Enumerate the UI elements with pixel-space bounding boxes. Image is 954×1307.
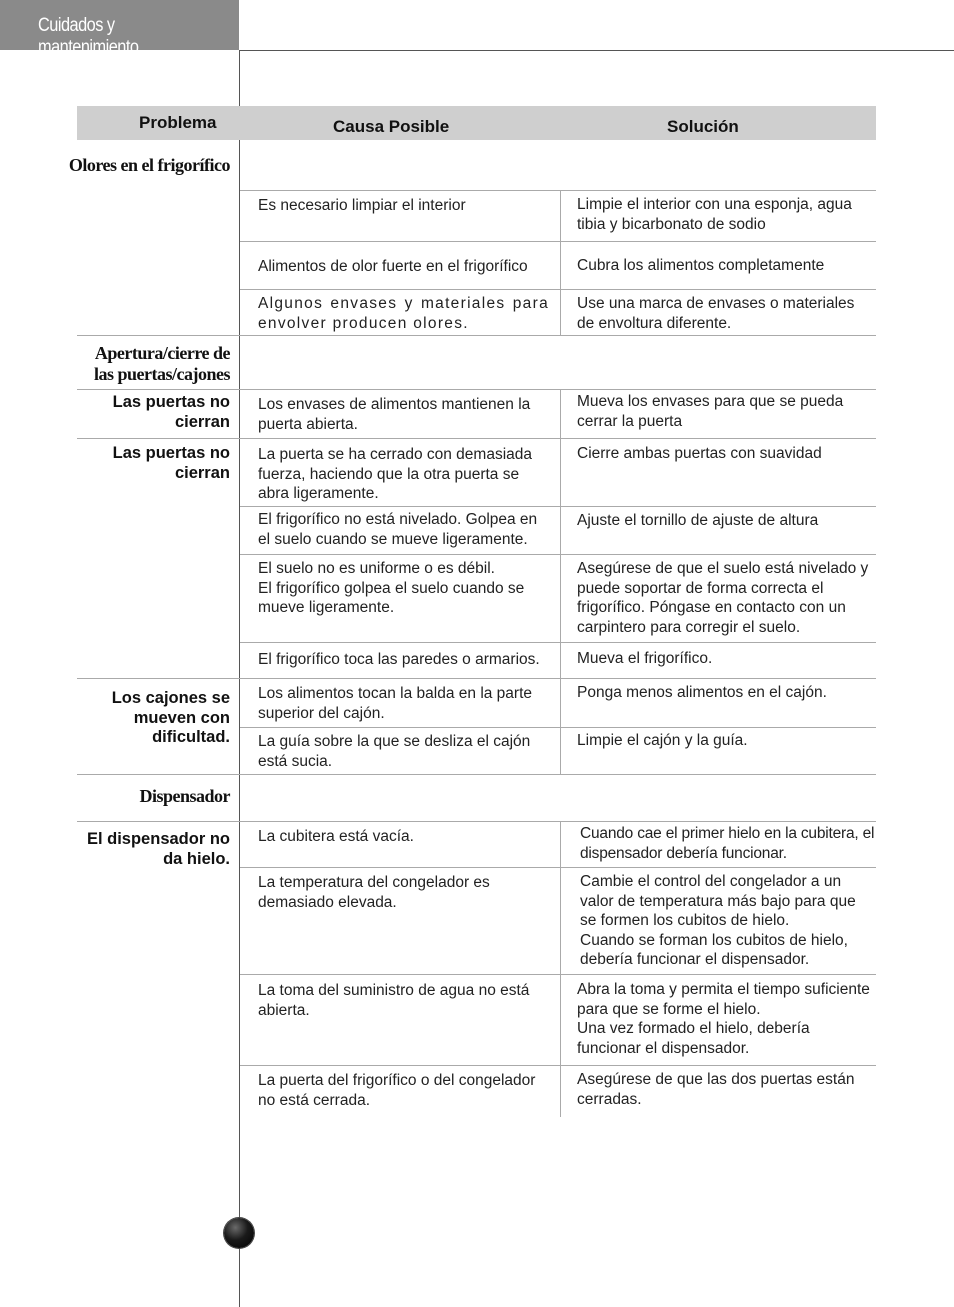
- row-divider: [77, 438, 876, 439]
- solution-cell: Use una marca de envases o materiales de envoltura diferente.: [577, 295, 855, 332]
- solution-cell: Mueva el frigorífico.: [577, 650, 713, 667]
- category-dispenser: Dispensador: [139, 786, 230, 806]
- cause-cell: La temperatura del congelador es demasiado elevada.: [258, 874, 490, 911]
- cause-cell: La cubitera está vacía.: [258, 828, 414, 845]
- solution-cell: Ponga menos alimentos en el cajón.: [577, 684, 827, 701]
- cause-cell: La toma del suministro de agua no está abierta.: [258, 982, 530, 1019]
- problem-doors-1: [113, 393, 230, 432]
- row-divider: [240, 867, 876, 868]
- problem-dispenser-line1: El dispensador no: [86, 830, 230, 848]
- cause-cell: La puerta se ha cerrado con demasiada fuerza, haciendo que la otra puerta se abra ligeramente.: [258, 446, 533, 502]
- solution-cell: Ajuste el tornillo de ajuste de altura: [577, 512, 819, 529]
- cause-line: El frigorífico golpea el suelo cuando se mueve ligeramente.: [258, 579, 525, 616]
- section-divider: [77, 678, 876, 679]
- column-divider: [560, 389, 561, 679]
- row-divider: [77, 821, 876, 822]
- section-title: Cuidados y mantenimiento: [38, 15, 139, 58]
- row-divider: [240, 974, 876, 975]
- row-divider: [240, 727, 876, 728]
- cause-cell: El frigorífico toca las paredes o armarios.: [258, 651, 540, 668]
- problem-doors-2-line1: Las puertas no: [112, 444, 230, 462]
- problem-doors-3-line3: dificultad.: [152, 728, 230, 746]
- row-divider: [240, 241, 876, 242]
- problem-dispenser-line2: da hielo.: [163, 849, 230, 868]
- row-divider: [240, 190, 876, 191]
- problem-doors-2: [113, 444, 230, 483]
- category-doors-line2: las puertas/cajones: [94, 364, 230, 384]
- category-doors-line1: Apertura/cierre de: [94, 343, 230, 363]
- cause-cell: La guía sobre la que se desliza el cajón está sucia.: [258, 733, 531, 770]
- solution-line: Cambie el control del congelador a un valor de temperatura más bajo para que se formen los cubitos de hielo.: [580, 873, 856, 929]
- problem-doors-1-line2: cierran: [174, 412, 230, 431]
- section-divider: [77, 774, 876, 775]
- problem-doors-3-line2: mueven con: [133, 708, 230, 727]
- cause-cell: Los envases de alimentos mantienen la puerta abierta.: [258, 396, 531, 433]
- cause-cell: Algunos envases y materiales para envolver producen olores.: [258, 295, 549, 332]
- column-header-solution: Solución: [667, 117, 739, 136]
- column-divider: [560, 821, 561, 1117]
- row-divider: [240, 289, 876, 290]
- cause-cell: La puerta del frigorífico o del congelador no está cerrada.: [258, 1072, 536, 1109]
- solution-cell: Asegúrese de que las dos puertas están cerradas.: [577, 1071, 855, 1108]
- problem-doors-3-line1: Los cajones se: [111, 689, 230, 707]
- category-odors: Olores en el frigorífico: [68, 155, 230, 175]
- cause-line: El suelo no es uniforme o es débil.: [258, 560, 495, 577]
- section-header-tab: [0, 0, 239, 58]
- solution-cell: Limpie el cajón y la guía.: [577, 732, 748, 749]
- solution-cell: Mueva los envases para que se pueda cerrar la puerta: [577, 393, 844, 430]
- page-marker-ball: [224, 1218, 254, 1248]
- solution-cell: Asegúrese de que el suelo está nivelado y puede soportar de forma correcta el frigorífico. Póngase en contacto con un carpintero para corregir el suelo.: [577, 560, 869, 636]
- problem-dispenser: [87, 830, 230, 869]
- row-divider: [240, 1065, 876, 1066]
- cause-cell: Alimentos de olor fuerte en el frigorífico: [258, 258, 528, 275]
- cause-cell: [258, 559, 553, 618]
- row-divider: [240, 554, 876, 555]
- row-divider: [77, 389, 876, 390]
- solution-cell: Limpie el interior con una esponja, agua tibia y bicarbonato de sodio: [577, 196, 852, 233]
- cause-cell: Los alimentos tocan la balda en la parte superior del cajón.: [258, 685, 533, 722]
- column-divider: [560, 190, 561, 335]
- solution-line: Abra la toma y permita el tiempo suficiente para que se forme el hielo.: [577, 981, 870, 1018]
- row-divider: [240, 506, 876, 507]
- problem-doors-1-line1: Las puertas no: [112, 393, 230, 411]
- solution-line: Una vez formado el hielo, debería funcionar el dispensador.: [577, 1020, 810, 1057]
- solution-line: Cuando se forman los cubitos de hielo, debería funcionar el dispensador.: [580, 931, 848, 968]
- solution-cell: Cubra los alimentos completamente: [577, 257, 825, 274]
- header-rule: [239, 50, 954, 51]
- problem-doors-2-line2: cierran: [174, 463, 230, 482]
- solution-cell: [577, 980, 875, 1058]
- problem-doors-3: [112, 689, 230, 748]
- column-header-cause: Causa Posible: [333, 117, 450, 136]
- solution-cell: Cierre ambas puertas con suavidad: [577, 445, 822, 462]
- column-header-problem: Problema: [139, 113, 217, 132]
- section-divider: [77, 335, 876, 336]
- column-divider: [560, 678, 561, 774]
- cause-cell: Es necesario limpiar el interior: [258, 197, 466, 214]
- row-divider: [240, 642, 876, 643]
- solution-cell: Cuando cae el primer hielo en la cubitera, el dispensador debería funcionar.: [580, 825, 875, 862]
- cause-cell: El frigorífico no está nivelado. Golpea en el suelo cuando se mueve ligeramente.: [258, 511, 538, 548]
- category-doors: [94, 343, 230, 385]
- solution-cell: [580, 872, 876, 970]
